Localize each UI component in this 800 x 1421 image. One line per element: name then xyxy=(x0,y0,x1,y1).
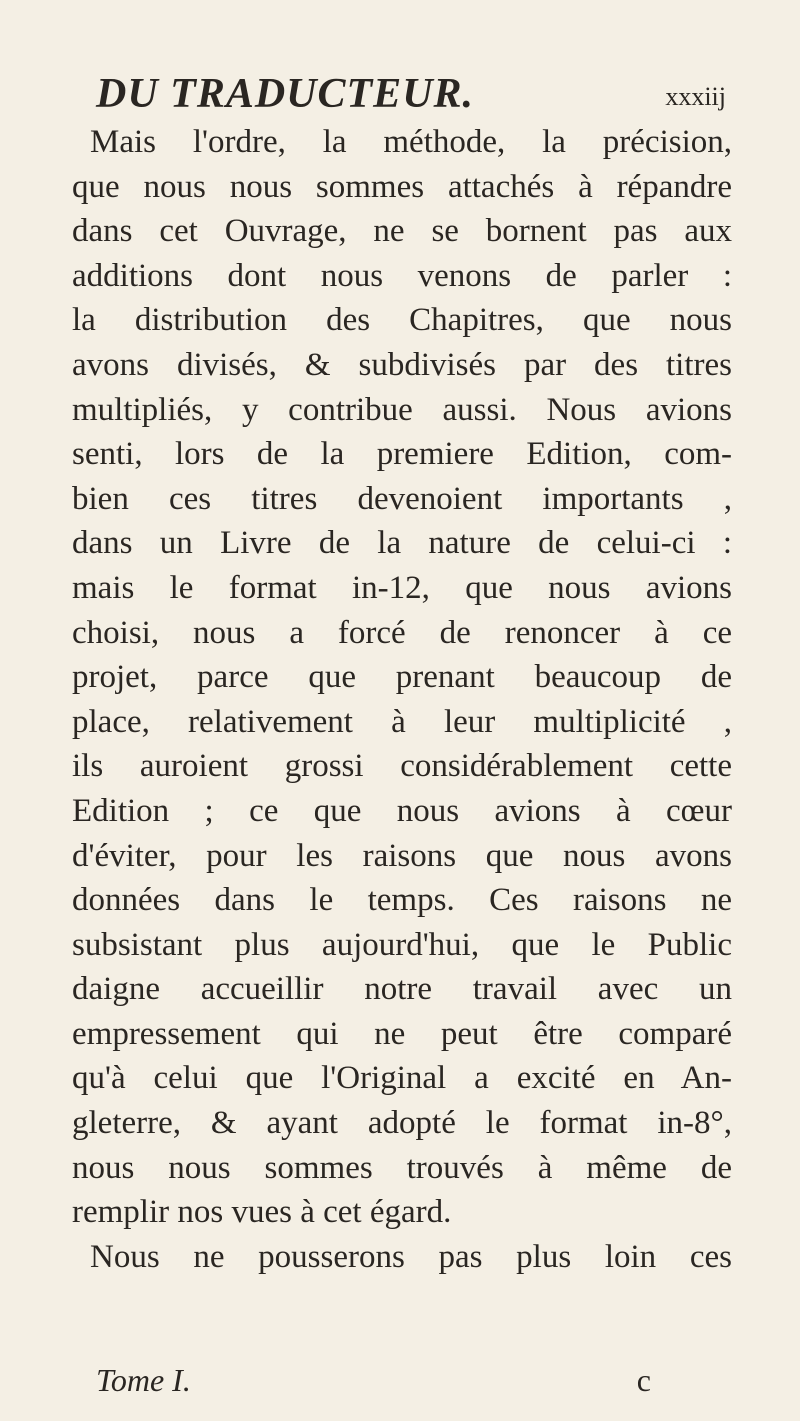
text-line: Nous ne pousserons pas plus loin ces xyxy=(90,1238,732,1275)
text-line: gleterre, & ayant adopté le format in-8°, xyxy=(72,1105,732,1142)
text-line: remplir nos vues à cet égard. xyxy=(72,1194,452,1231)
text-line: Edition ; ce que nous avions à cœur xyxy=(72,792,732,829)
text-line: la distribution des Chapitres, que nous xyxy=(72,302,732,339)
text-line: ils auroient grossi considérablement cette xyxy=(72,748,732,785)
text-line: empressement qui ne peut être comparé xyxy=(72,1015,732,1052)
text-line: dans un Livre de la nature de celui-ci : xyxy=(72,525,732,562)
text-line: données dans le temps. Ces raisons ne xyxy=(72,882,732,919)
text-line: que nous nous sommes attachés à répandre xyxy=(72,168,732,205)
text-line: avons divisés, & subdivisés par des titres xyxy=(72,346,732,383)
text-line: choisi, nous a forcé de renoncer à ce xyxy=(72,614,732,651)
text-line: senti, lors de la premiere Edition, com- xyxy=(72,436,732,473)
text-line: bien ces titres devenoient importants , xyxy=(72,480,732,517)
text-line: daigne accueillir notre travail avec un xyxy=(72,971,732,1008)
running-head-title: DU TRADUCTEUR. xyxy=(96,71,475,117)
text-line: place, relativement à leur multiplicité , xyxy=(72,703,732,740)
signature-mark: c xyxy=(636,1362,651,1398)
text-line: projet, parce que prenant beaucoup de xyxy=(72,659,732,696)
text-line: nous nous sommes trouvés à même de xyxy=(72,1149,732,1186)
text-line: qu'à celui que l'Original a excité en An- xyxy=(72,1060,732,1097)
text-line: Mais l'ordre, la méthode, la précision, xyxy=(90,124,732,160)
text-line: additions dont nous venons de parler : xyxy=(72,257,732,294)
page-footer xyxy=(96,1358,651,1402)
running-head xyxy=(96,68,726,120)
body-text xyxy=(72,120,732,1279)
text-line: mais le format in-12, que nous avions xyxy=(72,569,732,606)
page-number: xxxiij xyxy=(665,82,726,111)
text-line: subsistant plus aujourd'hui, que le Public xyxy=(72,926,732,963)
text-line: dans cet Ouvrage, ne se bornent pas aux xyxy=(72,213,732,250)
volume-label: Tome I. xyxy=(96,1362,191,1398)
text-line: multipliés, y contribue aussi. Nous avions xyxy=(72,391,732,428)
text-line: d'éviter, pour les raisons que nous avons xyxy=(72,837,732,874)
